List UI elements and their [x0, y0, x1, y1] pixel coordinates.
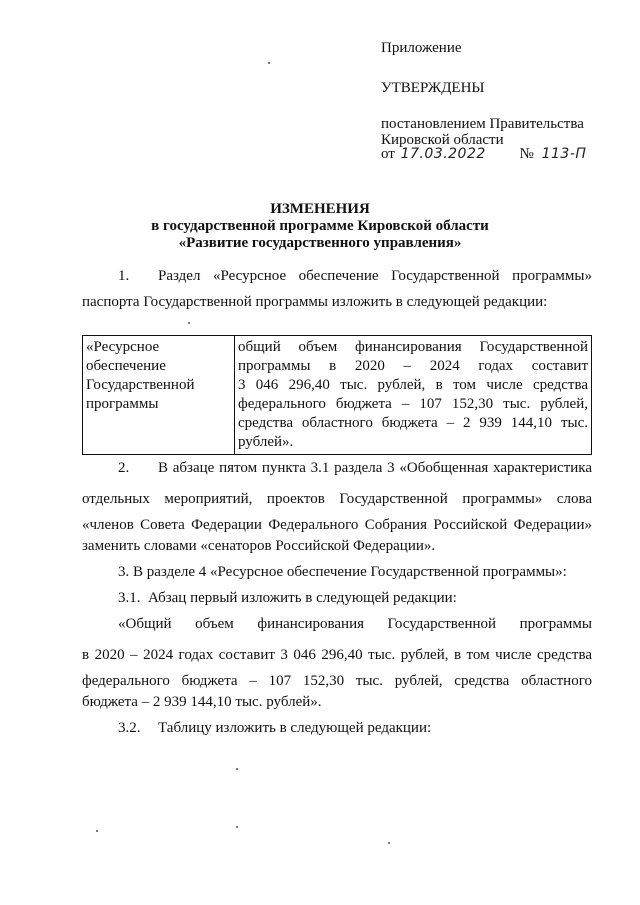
scan-speck	[388, 842, 390, 844]
resolution-date-row	[381, 146, 587, 163]
item-2-number: 2.	[118, 460, 130, 476]
appendix-label: Приложение	[381, 40, 462, 56]
item-2-line-4: заменить словами «сенаторов Российской Федерации».	[82, 538, 436, 554]
item-3-1-number: 3.1.	[118, 590, 141, 606]
table-right-line: программы в 2020 – 2024 годах составит	[238, 358, 588, 374]
table-right-line: рублей».	[238, 434, 294, 450]
scan-speck	[236, 768, 238, 770]
handwritten-number: 113-П	[541, 146, 587, 162]
item-2-line-3: «членов Совета Федерации Федерального Собрания Российской Федерации»	[82, 517, 592, 533]
table-right-line: федерального бюджета – 107 152,30 тыс. рублей,	[238, 396, 588, 412]
resolution-line-1: постановлением Правительства	[381, 116, 584, 132]
approved-label: УТВЕРЖДЕНЫ	[381, 80, 485, 96]
item-2-line-2: отдельных мероприятий, проектов Государственной программы» слова	[82, 491, 592, 507]
table-right-line: 3 046 296,40 тыс. рублей, в том числе средства	[238, 377, 588, 393]
table-right-line: общий объем финансирования Государственной	[238, 339, 588, 355]
item-3-1-text: Абзац первый изложить в следующей редакции:	[148, 590, 457, 606]
scan-speck	[268, 62, 270, 64]
quote-line-3: федерального бюджета – 107 152,30 тыс. рублей, средства областного	[82, 673, 592, 689]
number-label: №	[519, 146, 534, 162]
quote-line-4: бюджета – 2 939 144,10 тыс. рублей».	[82, 694, 322, 710]
doc-subtitle-1: в государственной программе Кировской области	[151, 218, 489, 234]
resource-table-label-cell	[83, 336, 235, 455]
scan-speck	[236, 826, 238, 828]
table-left-line: Государственной	[86, 377, 195, 393]
from-label: от	[381, 146, 395, 162]
resource-table-value-cell	[235, 336, 592, 455]
resolution-line-2: Кировской области	[381, 132, 504, 148]
item-3-2-text: Таблицу изложить в следующей редакции:	[158, 720, 432, 736]
quote-line-1: «Общий объем финансирования Государственной программы	[118, 616, 592, 632]
doc-subtitle-2: «Развитие государственного управления»	[178, 235, 462, 251]
handwritten-date: 17.03.2022	[400, 146, 486, 162]
table-left-line: обеспечение	[86, 358, 166, 374]
table-left-line: «Ресурсное	[86, 339, 160, 355]
doc-title: ИЗМЕНЕНИЯ	[270, 201, 370, 217]
scan-speck	[188, 322, 190, 324]
item-1-line-1: Раздел «Ресурсное обеспечение Государственной программы»	[158, 268, 592, 284]
resource-table	[82, 335, 592, 455]
item-1-line-2: паспорта Государственной программы изложить в следующей редакции:	[82, 294, 548, 310]
table-right-line: средства областного бюджета – 2 939 144,10 тыс.	[238, 415, 588, 431]
table-left-line: программы	[86, 396, 159, 412]
item-1-number: 1.	[118, 268, 130, 284]
scan-speck	[96, 830, 98, 832]
item-2-line-1: В абзаце пятом пункта 3.1 раздела 3 «Обобщенная характеристика	[158, 460, 592, 476]
item-3-line: 3. В разделе 4 «Ресурсное обеспечение Государственной программы»:	[118, 564, 567, 580]
quote-line-2: в 2020 – 2024 годах составит 3 046 296,40 тыс. рублей, в том числе средства	[82, 647, 592, 663]
item-3-2-number: 3.2.	[118, 720, 141, 736]
